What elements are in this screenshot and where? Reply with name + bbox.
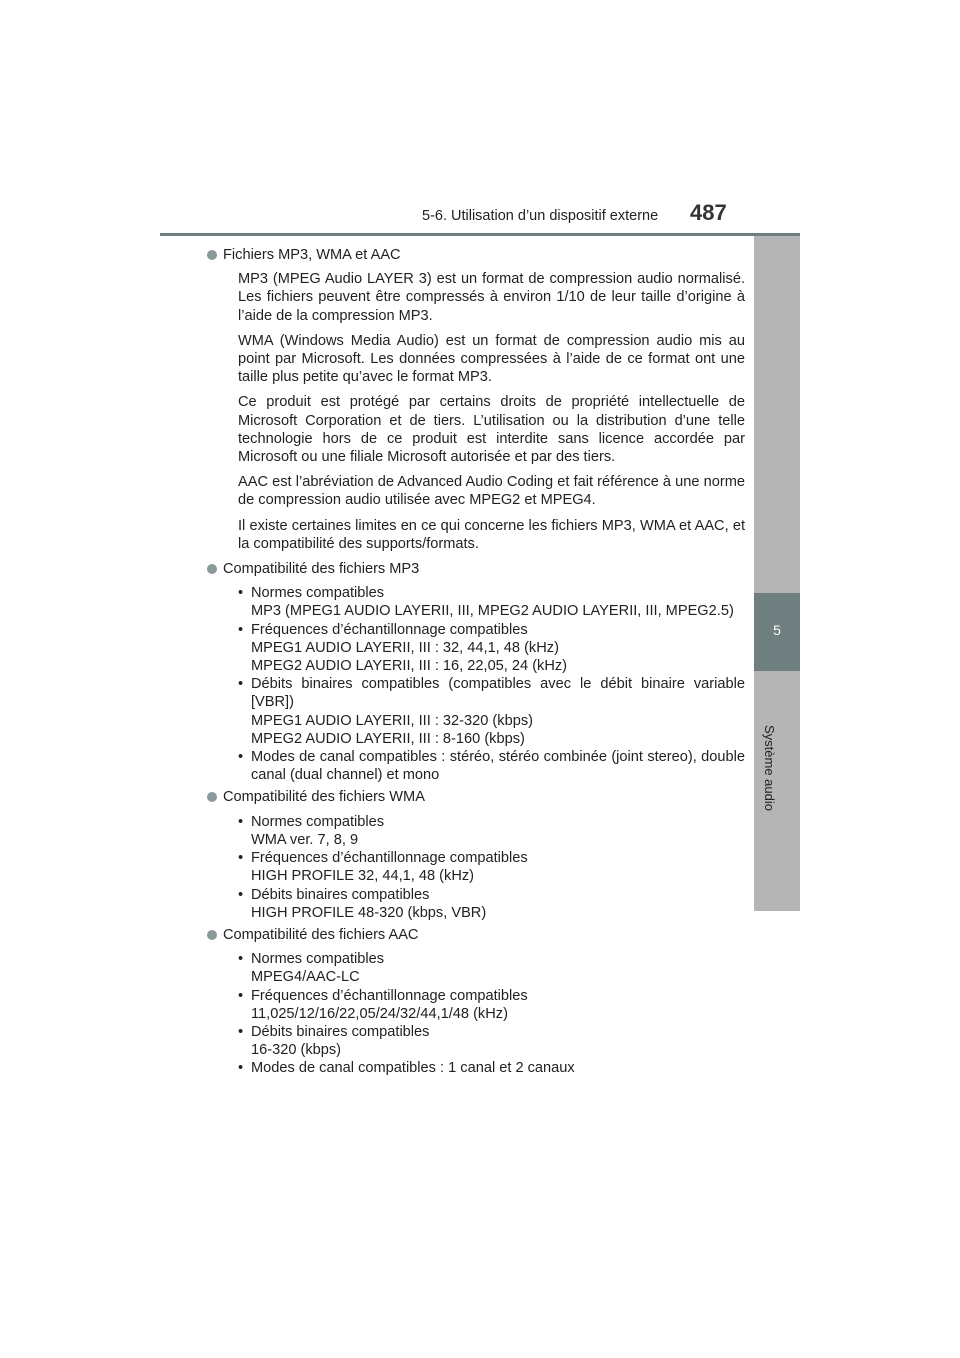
section-heading-text: Fichiers MP3, WMA et AAC bbox=[223, 247, 401, 263]
list-item-detail: MP3 (MPEG1 AUDIO LAYERII, III, MPEG2 AUDIO LAYERII, III, MPEG2.5) bbox=[251, 603, 734, 620]
list-item bbox=[238, 950, 745, 986]
list-item-title: Modes de canal compatibles : 1 canal et 2 canaux bbox=[251, 1060, 575, 1077]
list-item-title: Débits binaires compatibles bbox=[251, 1023, 430, 1040]
list-bullet-icon: • bbox=[238, 749, 244, 766]
list-item bbox=[238, 621, 745, 676]
side-tab-upper bbox=[754, 236, 800, 593]
list-item-title: Modes de canal compatibles : stéréo, stéréo combinée (joint stereo), double canal (dual channel) et mono bbox=[251, 749, 745, 784]
list-item-title: Débits binaires compatibles (compatibles avec le débit binaire variable [VBR]) bbox=[251, 676, 745, 711]
list-item-detail: 11,025/12/16/22,05/24/32/44,1/48 (kHz) bbox=[251, 1005, 508, 1022]
round-bullet-icon bbox=[207, 792, 217, 802]
section-heading-text: Compatibilité des fichiers WMA bbox=[223, 789, 425, 806]
section-heading bbox=[207, 246, 745, 264]
list-bullet-icon: • bbox=[238, 676, 244, 693]
list-item-detail: MPEG2 AUDIO LAYERII, III : 16, 22,05, 24 (kHz) bbox=[251, 658, 568, 675]
section-4 bbox=[223, 926, 745, 1078]
section-heading bbox=[207, 560, 745, 578]
list-item-detail: MPEG1 AUDIO LAYERII, III : 32, 44,1, 48 (kHz) bbox=[251, 639, 559, 656]
list-item bbox=[238, 813, 745, 849]
list-bullet-icon: • bbox=[238, 813, 244, 830]
round-bullet-icon bbox=[207, 564, 217, 574]
list-item bbox=[238, 584, 745, 620]
list-item-detail: 16-320 (kbps) bbox=[251, 1042, 342, 1059]
list-item bbox=[238, 748, 745, 784]
section-heading-text: Compatibilité des fichiers AAC bbox=[223, 926, 419, 943]
list-item-detail: MPEG2 AUDIO LAYERII, III : 8-160 (kbps) bbox=[251, 730, 525, 747]
list-bullet-icon: • bbox=[238, 850, 244, 867]
list-item-title: Fréquences d’échantillonnage compatibles bbox=[251, 850, 528, 867]
list-item-title: Normes compatibles bbox=[251, 951, 385, 968]
list-item-title: Débits binaires compatibles bbox=[251, 886, 430, 903]
section-1 bbox=[223, 246, 745, 553]
list-item-detail: HIGH PROFILE 48-320 (kbps, VBR) bbox=[251, 904, 487, 921]
list-item-detail: MPEG1 AUDIO LAYERII, III : 32-320 (kbps) bbox=[251, 712, 533, 729]
paragraph: AAC est l’abréviation de Advanced Audio Coding et fait référence à une norme de compression audio utilisée avec MPEG2 et MPEG4. bbox=[238, 474, 745, 509]
list-item-title: Fréquences d’échantillonnage compatibles bbox=[251, 621, 528, 638]
spec-list bbox=[238, 584, 745, 784]
list-item bbox=[238, 1023, 745, 1059]
list-item bbox=[238, 1059, 745, 1077]
section-heading bbox=[207, 788, 745, 806]
round-bullet-icon bbox=[207, 930, 217, 940]
paragraph: WMA (Windows Media Audio) est un format de compression audio mis au point par Microsoft. Les données compressées à l’aide de ce format ont une taille plus petite qu’avec le format MP3. bbox=[238, 332, 745, 386]
page-number: 487 bbox=[690, 200, 727, 225]
paragraph: Ce produit est protégé par certains droits de propriété intellectuelle de Microsoft Corporation et de tiers. L’utilisation ou la distribution d’une telle technologie hors de ce produit est interdite sans licence accordée par Microsoft ou une filiale Microsoft autorisée et par des tiers. bbox=[238, 394, 745, 466]
round-bullet-icon bbox=[207, 250, 217, 260]
list-bullet-icon: • bbox=[238, 585, 244, 602]
list-item-detail: HIGH PROFILE 32, 44,1, 48 (kHz) bbox=[251, 868, 475, 885]
list-item-title: Fréquences d’échantillonnage compatibles bbox=[251, 987, 528, 1004]
paragraph: Il existe certaines limites en ce qui concerne les fichiers MP3, WMA et AAC, et la compatibilité des supports/formats. bbox=[238, 517, 745, 552]
list-bullet-icon: • bbox=[238, 621, 244, 638]
side-tab-lower bbox=[754, 671, 800, 911]
section-heading bbox=[207, 926, 745, 944]
list-item-detail: MPEG4/AAC-LC bbox=[251, 969, 360, 986]
paragraph: MP3 (MPEG Audio LAYER 3) est un format de compression audio normalisé. Les fichiers peuvent être compressés à environ 1/10 de leur taille d’origine à l’aide de la compression MP3. bbox=[238, 271, 745, 324]
list-item bbox=[238, 849, 745, 885]
section-heading-text: Compatibilité des fichiers MP3 bbox=[223, 561, 420, 578]
page-content bbox=[223, 246, 745, 1082]
list-item bbox=[238, 987, 745, 1023]
section-title: 5-6. Utilisation d’un dispositif externe bbox=[422, 208, 659, 224]
chapter-number: 5 bbox=[773, 622, 781, 638]
list-item-title: Normes compatibles bbox=[251, 585, 385, 602]
list-item-title: Normes compatibles bbox=[251, 813, 385, 830]
header-rule bbox=[160, 233, 800, 236]
list-bullet-icon: • bbox=[238, 1060, 244, 1077]
section-2 bbox=[223, 560, 745, 784]
spec-list bbox=[238, 950, 745, 1077]
spec-list bbox=[238, 813, 745, 922]
list-bullet-icon: • bbox=[238, 1023, 244, 1040]
list-item-detail: WMA ver. 7, 8, 9 bbox=[251, 831, 359, 848]
list-bullet-icon: • bbox=[238, 987, 244, 1004]
list-item bbox=[238, 886, 745, 922]
section-3 bbox=[223, 788, 745, 921]
list-bullet-icon: • bbox=[238, 951, 244, 968]
chapter-title: Système audio bbox=[762, 725, 777, 811]
list-bullet-icon: • bbox=[238, 886, 244, 903]
list-item bbox=[238, 675, 745, 748]
